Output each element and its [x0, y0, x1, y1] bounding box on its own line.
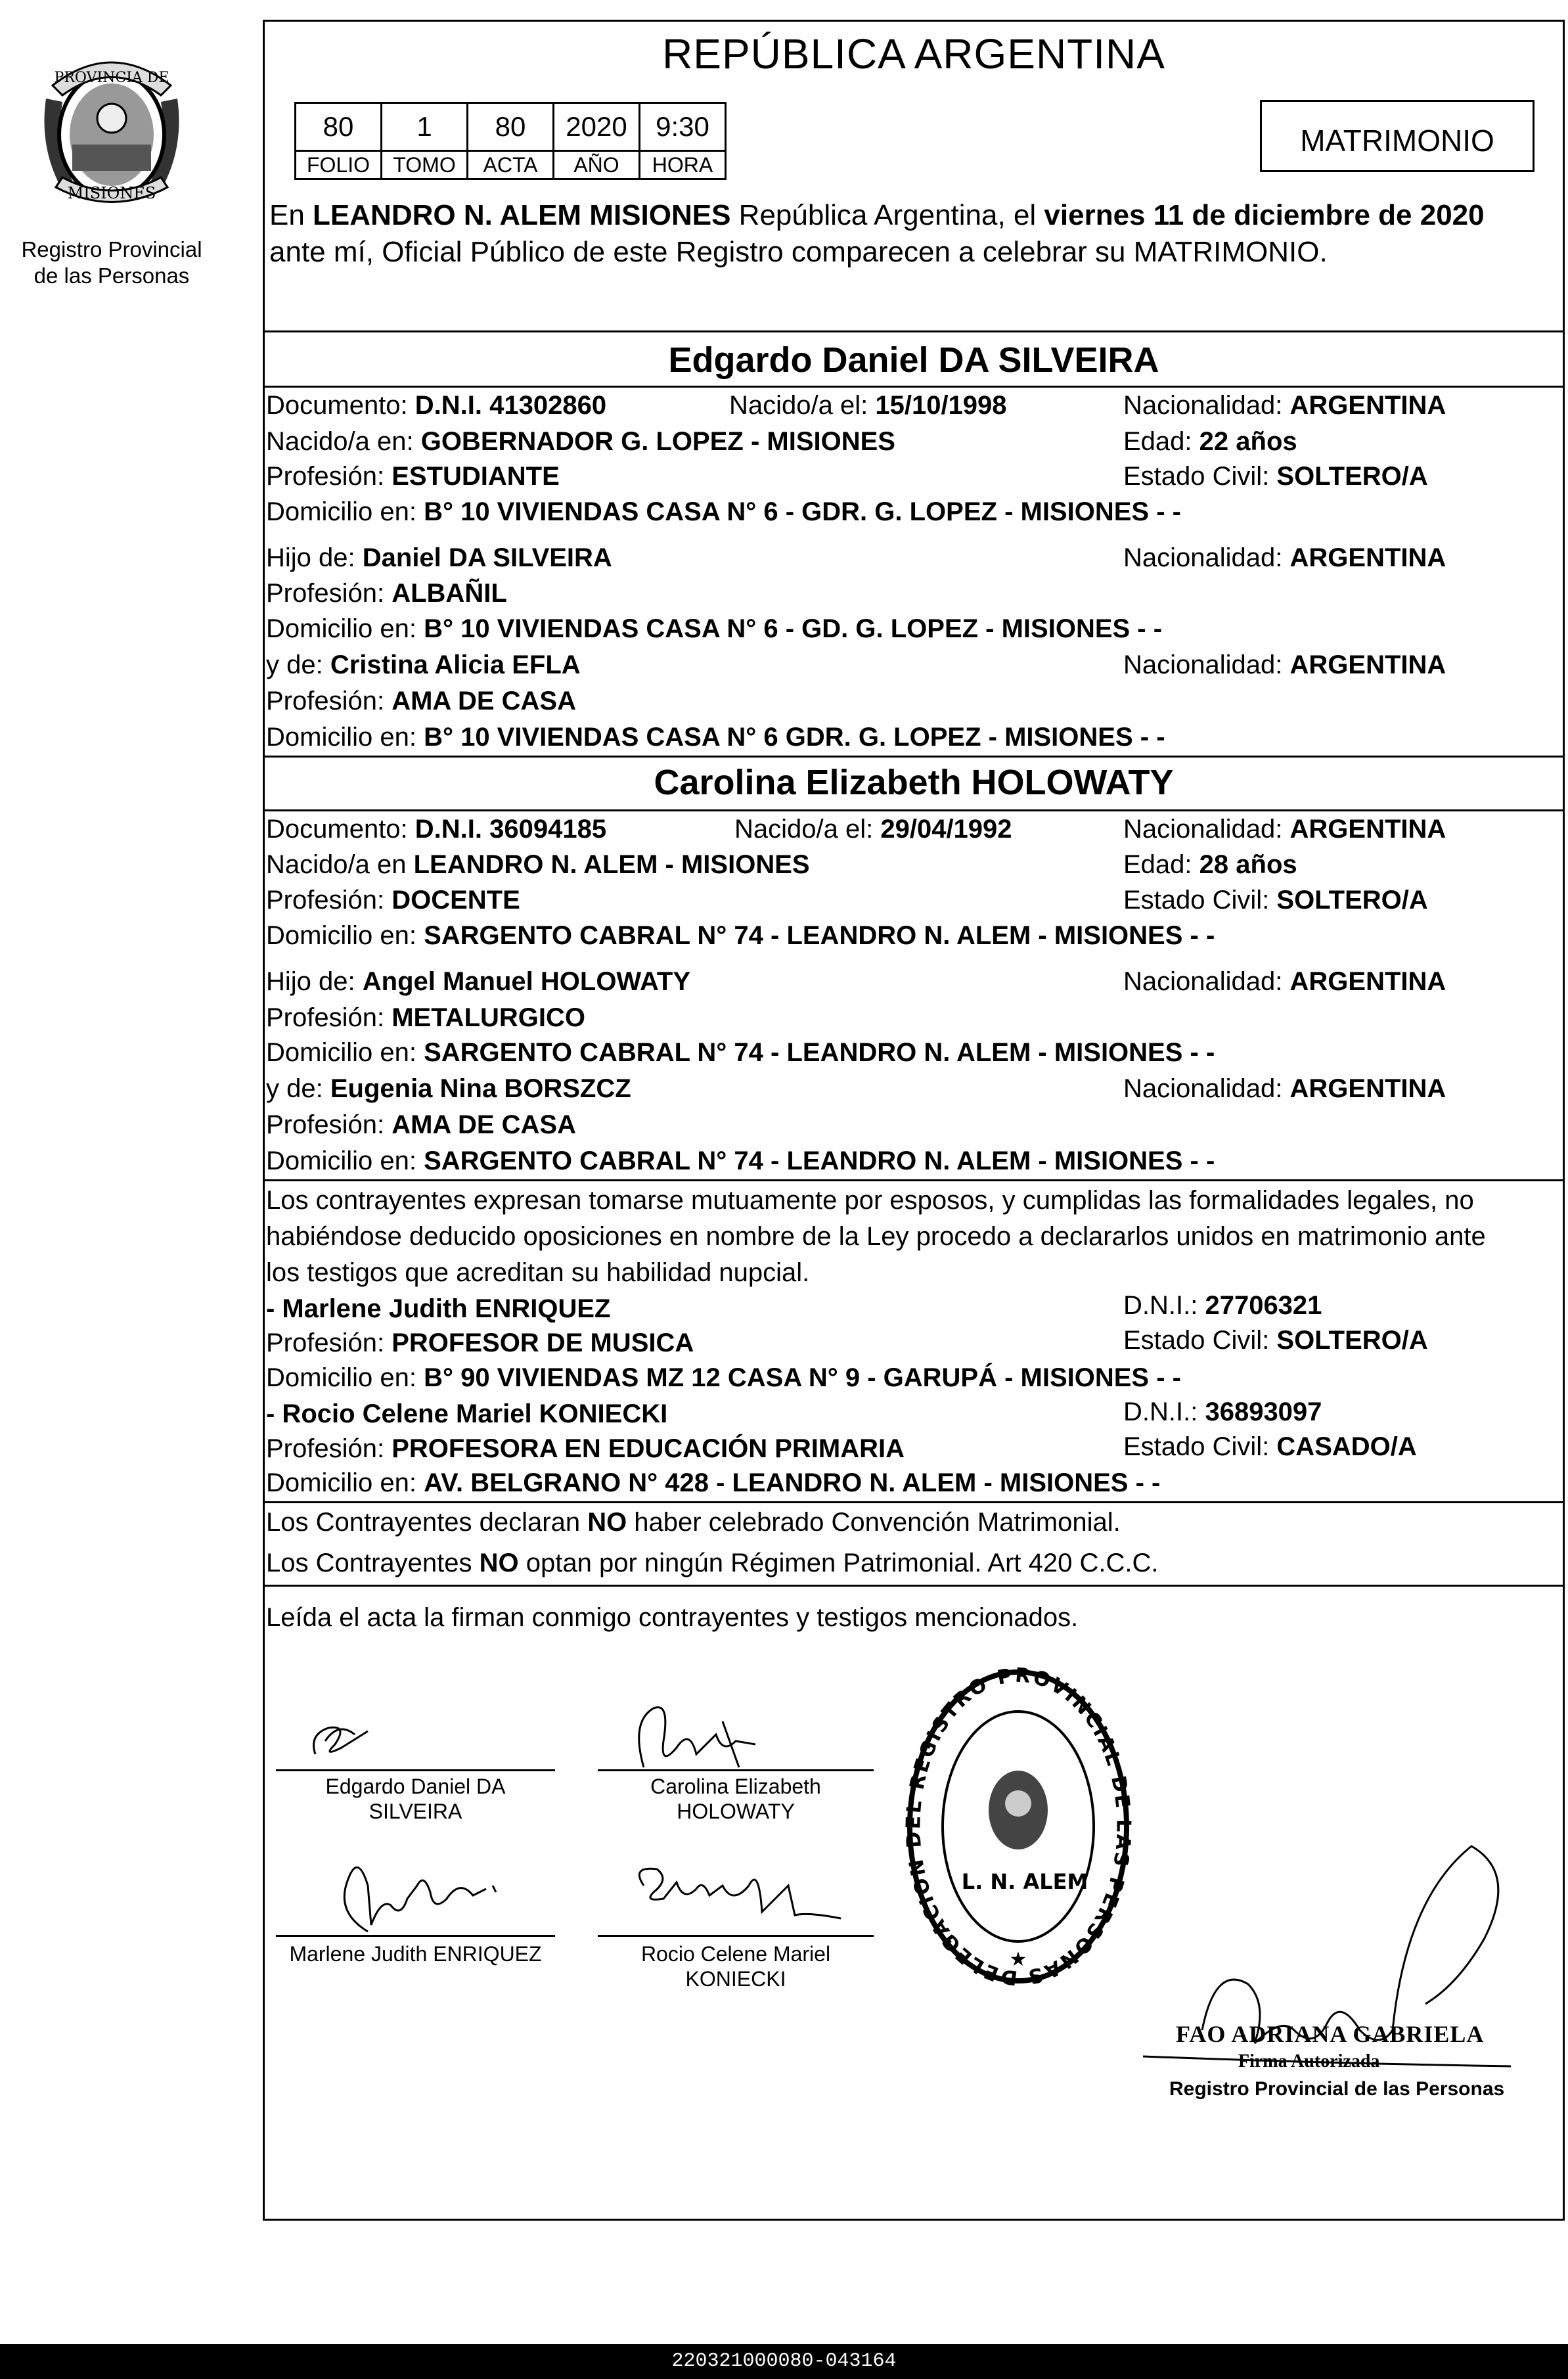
- officer-title: Firma Autorizada: [1238, 2051, 1380, 2072]
- bride-profession: Profesión: DOCENTE: [266, 886, 520, 915]
- groom-civil-status: Estado Civil: SOLTERO/A: [1123, 462, 1428, 491]
- groom-name: Edgardo Daniel DA SILVEIRA: [668, 340, 1159, 380]
- record-index-table: [294, 102, 727, 180]
- folio-label: FOLIO: [296, 151, 382, 179]
- divider: [263, 330, 1565, 332]
- star-icon: ★: [1009, 1949, 1027, 1970]
- official-stamp: [900, 1662, 1136, 1991]
- witness2-signature: [591, 1853, 887, 1938]
- tomo-value: 1: [382, 103, 468, 151]
- witness2-dni: D.N.I.: 36893097: [1123, 1397, 1322, 1426]
- groom-profession: Profesión: ESTUDIANTE: [266, 462, 560, 491]
- groom-mother-profession: Profesión: AMA DE CASA: [266, 687, 576, 715]
- record-type-box: MATRIMONIO: [1260, 100, 1534, 172]
- groom-birthplace: Nacido/a en: GOBERNADOR G. LOPEZ - MISIONES: [266, 427, 895, 456]
- witness1-civil-status: Estado Civil: SOLTERO/A: [1123, 1326, 1428, 1355]
- convention-line2: Los Contrayentes NO optan por ningún Régimen Patrimonial. Art 420 C.C.C.: [266, 1549, 1159, 1577]
- declaration-paragraph: Los contrayentes expresan tomarse mutuamente por esposos, y cumplidas las formalidades legales, no habiéndose deducido oposiciones en nombre de la Ley procedo a declararlos unidos en matrimonio ante los testigos que acreditan su habilidad nupcial.: [266, 1186, 1486, 1287]
- witness1-profession: Profesión: PROFESOR DE MUSICA: [266, 1328, 694, 1357]
- divider: [263, 386, 1565, 388]
- witness2-signature-caption: Rocio Celene Mariel KONIECKI: [640, 1942, 831, 1991]
- divider: [263, 1501, 1565, 1503]
- logo-caption: Registro Provincial de las Personas: [21, 237, 202, 288]
- signature-line: [598, 1769, 874, 1771]
- witness2-profession: Profesión: PROFESORA EN EDUCACIÓN PRIMARIA: [266, 1434, 905, 1463]
- bride-signature: [591, 1695, 887, 1780]
- witness1-signature: [276, 1833, 571, 1938]
- bride-age: Edad: 28 años: [1123, 850, 1297, 879]
- groom-father-address: Domicilio en: B° 10 VIVIENDAS CASA N° 6 - GD. G. LOPEZ - MISIONES - -: [266, 614, 1163, 643]
- witness1-dni: D.N.I.: 27706321: [1123, 1291, 1322, 1320]
- bride-birthplace: Nacido/a en LEANDRO N. ALEM - MISIONES: [266, 850, 810, 879]
- officer-name: FAO ADRIANA GABRIELA: [1176, 2021, 1485, 2047]
- document-code-bar: 220321000080-043164: [0, 2344, 1568, 2379]
- witness1-address: Domicilio en: B° 90 VIVIENDAS MZ 12 CASA N° 9 - GARUPÁ - MISIONES - -: [266, 1363, 1181, 1392]
- bride-mother-profession: Profesión: AMA DE CASA: [266, 1110, 576, 1139]
- hora-label: HORA: [640, 151, 726, 179]
- divider: [263, 1585, 1565, 1587]
- bride-mother-address: Domicilio en: SARGENTO CABRAL N° 74 - LEANDRO N. ALEM - MISIONES - -: [266, 1146, 1215, 1175]
- convention-line1: Los Contrayentes declaran NO haber celebrado Convención Matrimonial.: [266, 1508, 1121, 1537]
- divider: [263, 1179, 1565, 1181]
- officer-office: Registro Provincial de las Personas: [1169, 2078, 1505, 2100]
- groom-father-profession: Profesión: ALBAÑIL: [266, 579, 507, 608]
- bride-father: Hijo de: Angel Manuel HOLOWATY: [266, 967, 691, 996]
- bride-civil-status: Estado Civil: SOLTERO/A: [1123, 886, 1428, 915]
- bride-nationality: Nacionalidad: ARGENTINA: [1123, 815, 1446, 844]
- groom-document: Documento: D.N.I. 41302860: [266, 391, 607, 420]
- witness2-name: - Rocio Celene Mariel KONIECKI: [266, 1399, 668, 1428]
- groom-age: Edad: 22 años: [1123, 427, 1297, 456]
- anio-label: AÑO: [554, 151, 640, 179]
- svg-text:PROVINCIA DE: PROVINCIA DE: [54, 70, 169, 86]
- groom-mother: y de: Cristina Alicia EFLA: [266, 650, 581, 679]
- divider: [263, 809, 1565, 811]
- groom-mother-address: Domicilio en: B° 10 VIVIENDAS CASA N° 6 GDR. G. LOPEZ - MISIONES - -: [266, 723, 1165, 752]
- document-title: REPÚBLICA ARGENTINA: [662, 30, 1165, 78]
- bride-birthdate: Nacido/a el: 29/04/1992: [734, 815, 1012, 844]
- witness2-address: Domicilio en: AV. BELGRANO N° 428 - LEANDRO N. ALEM - MISIONES - -: [266, 1468, 1161, 1497]
- bride-mother-nationality: Nacionalidad: ARGENTINA: [1123, 1074, 1446, 1103]
- groom-nationality: Nacionalidad: ARGENTINA: [1123, 391, 1446, 420]
- witness1-name: - Marlene Judith ENRIQUEZ: [266, 1294, 611, 1323]
- groom-father-nationality: Nacionalidad: ARGENTINA: [1123, 543, 1446, 572]
- groom-birthdate: Nacido/a el: 15/10/1998: [729, 391, 1007, 420]
- signature-line: [276, 1935, 555, 1937]
- bride-address: Domicilio en: SARGENTO CABRAL N° 74 - LEANDRO N. ALEM - MISIONES - -: [266, 921, 1215, 950]
- anio-value: 2020: [554, 103, 640, 151]
- signature-line: [598, 1935, 874, 1937]
- bride-document: Documento: D.N.I. 36094185: [266, 815, 607, 844]
- acta-label: ACTA: [468, 151, 554, 179]
- groom-signature-caption: Edgardo Daniel DA SILVEIRA: [325, 1775, 506, 1823]
- bride-signature-caption: Carolina Elizabeth HOLOWATY: [650, 1775, 821, 1823]
- bride-father-profession: Profesión: METALURGICO: [266, 1003, 586, 1032]
- bride-father-address: Domicilio en: SARGENTO CABRAL N° 74 - LEANDRO N. ALEM - MISIONES - -: [266, 1038, 1215, 1067]
- groom-mother-nationality: Nacionalidad: ARGENTINA: [1123, 650, 1446, 679]
- bride-mother: y de: Eugenia Nina BORSZCZ: [266, 1074, 631, 1103]
- intro-paragraph: En LEANDRO N. ALEM MISIONES República Argentina, el viernes 11 de diciembre de 2020 ante mí, Oficial Público de este Registro comparecen a celebrar su MATRIMONIO.: [269, 199, 1485, 268]
- province-seal-logo: [26, 46, 197, 217]
- hora-value: 9:30: [640, 103, 726, 151]
- bride-father-nationality: Nacionalidad: ARGENTINA: [1123, 967, 1446, 996]
- folio-value: 80: [296, 103, 382, 151]
- svg-text:DELEGACION DEL REGISTRO PROVIN: DELEGACION DEL REGISTRO PROVINCIAL DE LAS PERSONAS: [902, 1664, 1135, 1989]
- closing-statement: Leída el acta la firman conmigo contrayentes y testigos mencionados.: [266, 1603, 1079, 1632]
- groom-father: Hijo de: Daniel DA SILVEIRA: [266, 543, 612, 572]
- divider: [263, 756, 1565, 758]
- signature-line: [276, 1769, 555, 1771]
- groom-address: Domicilio en: B° 10 VIVIENDAS CASA N° 6 - GDR. G. LOPEZ - MISIONES - -: [266, 497, 1181, 526]
- acta-value: 80: [468, 103, 554, 151]
- groom-signature: [276, 1695, 571, 1767]
- tomo-label: TOMO: [382, 151, 468, 179]
- bride-name: Carolina Elizabeth HOLOWATY: [654, 763, 1174, 802]
- witness2-civil-status: Estado Civil: CASADO/A: [1123, 1432, 1417, 1461]
- svg-text:L. N. ALEM: L. N. ALEM: [961, 1869, 1088, 1894]
- witness1-signature-caption: Marlene Judith ENRIQUEZ: [289, 1942, 542, 1966]
- svg-text:MISIONES: MISIONES: [67, 184, 156, 202]
